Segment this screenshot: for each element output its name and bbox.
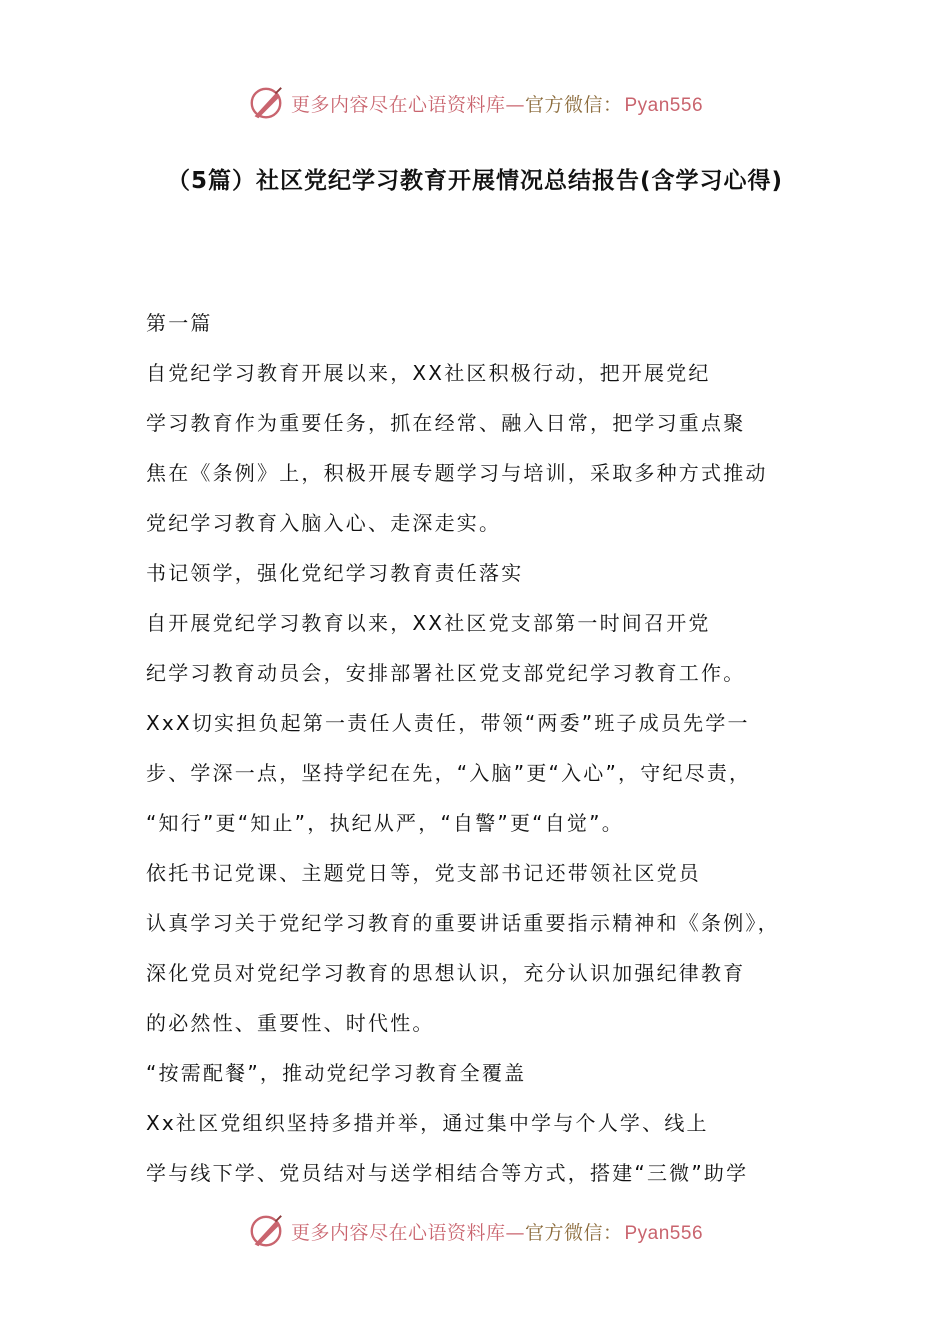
document-body xyxy=(146,298,826,1198)
body-line: 学与线下学、党员结对与送学相结合等方式，搭建“三微”助学 xyxy=(146,1161,749,1185)
body-line: 焦在《条例》上，积极开展专题学习与培训，采取多种方式推动 xyxy=(146,461,768,485)
watermark-dash: — xyxy=(505,1221,525,1244)
watermark-dash: — xyxy=(505,93,525,116)
body-line: 自开展党纪学习教育以来，XX社区党支部第一时间召开党 xyxy=(146,611,711,635)
body-line: 深化党员对党纪学习教育的思想认识，充分认识加强纪律教育 xyxy=(146,961,746,985)
body-line: 书记领学，强化党纪学习教育责任落实 xyxy=(146,561,524,585)
body-line: “按需配餐”，推动党纪学习教育全覆盖 xyxy=(146,1061,527,1085)
body-line: 依托书记党课、主题党日等，党支部书记还带领社区党员 xyxy=(146,861,701,885)
body-line: Xx社区党组织坚持多措并举，通过集中学与个人学、线上 xyxy=(146,1111,709,1135)
body-line: XxX切实担负起第一责任人责任，带领“两委”班子成员先学一 xyxy=(146,711,750,735)
watermark-brand: 更多内容尽在心语资料库 xyxy=(290,1221,506,1244)
body-line: 自党纪学习教育开展以来，XX社区积极行动，把开展党纪 xyxy=(146,361,711,385)
pen-logo-icon xyxy=(247,1212,285,1250)
body-line: 步、学深一点，坚持学纪在先，“入脑”更“入心”，守纪尽责， xyxy=(146,761,752,785)
body-line: 认真学习关于党纪学习教育的重要讲话重要指示精神和《条例》， xyxy=(146,911,780,935)
body-line: 的必然性、重要性、时代性。 xyxy=(146,1011,435,1035)
watermark-brand: 更多内容尽在心语资料库 xyxy=(290,93,506,116)
body-line: 学习教育作为重要任务，抓在经常、融入日常，把学习重点聚 xyxy=(146,411,746,435)
watermark-footer xyxy=(0,1206,950,1256)
body-line: 第一篇 xyxy=(146,311,213,335)
watermark-wechat-id: Pyan556 xyxy=(624,94,704,116)
document-title: （5篇）社区党纪学习教育开展情况总结报告(含学习心得) xyxy=(166,168,784,194)
watermark-wechat-id: Pyan556 xyxy=(624,1222,704,1244)
body-line: 党纪学习教育入脑入心、走深走实。 xyxy=(146,511,502,535)
body-line: “知行”更“知止”，执纪从严，“自警”更“自觉”。 xyxy=(146,811,624,835)
body-line: 纪学习教育动员会，安排部署社区党支部党纪学习教育工作。 xyxy=(146,661,746,685)
pen-logo-icon xyxy=(247,84,285,122)
watermark-wechat-label: 官方微信： xyxy=(524,1221,623,1244)
watermark-header xyxy=(0,78,950,128)
watermark-wechat-label: 官方微信： xyxy=(524,93,623,116)
